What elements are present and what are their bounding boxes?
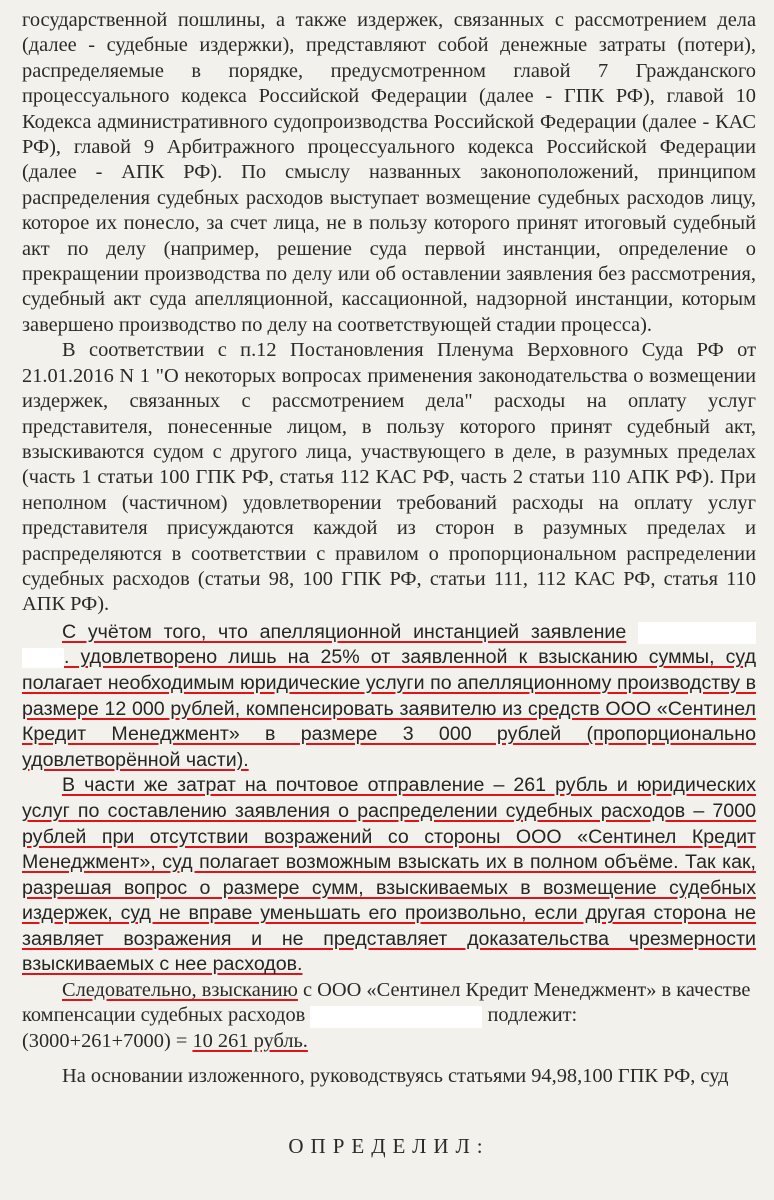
decision-heading: ОПРЕДЕЛИЛ: — [288, 1133, 490, 1158]
underlined-text: Следовательно, взысканию — [62, 979, 298, 1002]
conclusion-text: подлежит: — [482, 1004, 578, 1027]
underlined-text: С учётом того, что апелляционной инстанцией заявление — [62, 620, 627, 643]
paragraph-grounds: На основании изложенного, руководствуясь статьями 94,98,100 ГПК РФ, суд — [62, 1065, 729, 1088]
paragraph-legal-costs-definition: государственной пошлины, а также издержек, связанных с рассмотрением дела (далее - судебные издержки), представляют собой денежные затраты (потери), распределяемые в порядке, предусмотренном главой 7 Гражданского процессуального кодекса Российской Федерации (далее - ГПК РФ), главой 10 Кодекса административного судопроизводства Российской Федерации (далее - КАС РФ), главой 9 Арбитражного процессуального кодекса Российской Федерации (далее - АПК РФ). По смыслу названных законоположений, принципом распределения судебных расходов выступает возмещение судебных расходов лицу, которое их понесло, за счет лица, не в пользу которого принят итоговый судебный акт по делу (например, решение суда первой инстанции, определение о прекращении производства по делу или об оставлении заявления без рассмотрения, судебный акт суда апелляционной, кассационной, надзорной инстанции, которым завершено производство по делу на соответствующей стадии процесса). — [22, 9, 756, 336]
underlined-text: . удовлетворено лишь на 25% от заявленной к взысканию суммы, суд полагает необходимым юридические услуги по апелляционному производству в размере 12 000 рублей, компенсировать заявителю из средств ООО «Сентинел Кредит Менеджмент» в размере 3 000 рублей (пропорционально удовлетворённой части). — [22, 646, 756, 771]
redaction-mark — [638, 622, 756, 644]
cost-formula: (3000+261+7000) = — [22, 1029, 193, 1052]
conclusion-text: с ООО «Сентинел Кредит Менеджмент» в качестве компенсации судебных расходов — [22, 979, 751, 1027]
total-amount: 10 261 рубль. — [192, 1029, 308, 1052]
paragraph-plenum-resolution: В соответствии с п.12 Постановления Пленума Верховного Суда РФ от 21.01.2016 N 1 "О некоторых вопросах применения законодательства о возмещении издержек, связанных с рассмотрением дела" расходы на оплату услуг представителя, понесенные лицом, в пользу которого принят судебный акт, взыскиваются судом с другого лица, участвующего в деле, в разумных пределах (часть 1 статьи 100 ГПК РФ, статья 112 КАС РФ, часть 2 статьи 110 АПК РФ). При неполном (частичном) удовлетворении требований расходы на оплату услуг представителя присуждаются каждой из сторон в разумных пределах и распределяются в соответствии с правилом о пропорциональном распределении судебных расходов (статьи 98, 100 ГПК РФ, статьи 111, 112 КАС РФ, статья 110 АПК РФ). — [22, 339, 756, 616]
paragraph-partial-satisfaction — [22, 620, 756, 774]
redaction-mark — [22, 648, 64, 668]
paragraph-conclusion — [22, 978, 756, 1054]
redaction-mark — [310, 1006, 482, 1028]
paragraph-postal-and-legal-costs: В части же затрат на почтовое отправление – 261 рубль и юридических услуг по составлению заявления о распределении судебных расходов – 7000 рублей при отсутствии возражений со стороны ООО «Сентинел Кредит Менеджмент», суд полагает возможным взыскать их в полном объёме. Так как, разрешая вопрос о размере сумм, взыскиваемых в возмещение судебных издержек, суд не вправе уменьшать его произвольно, если другая сторона не заявляет возражения и не представляет доказательства чрезмерности взыскиваемых с нее расходов. — [22, 774, 756, 976]
